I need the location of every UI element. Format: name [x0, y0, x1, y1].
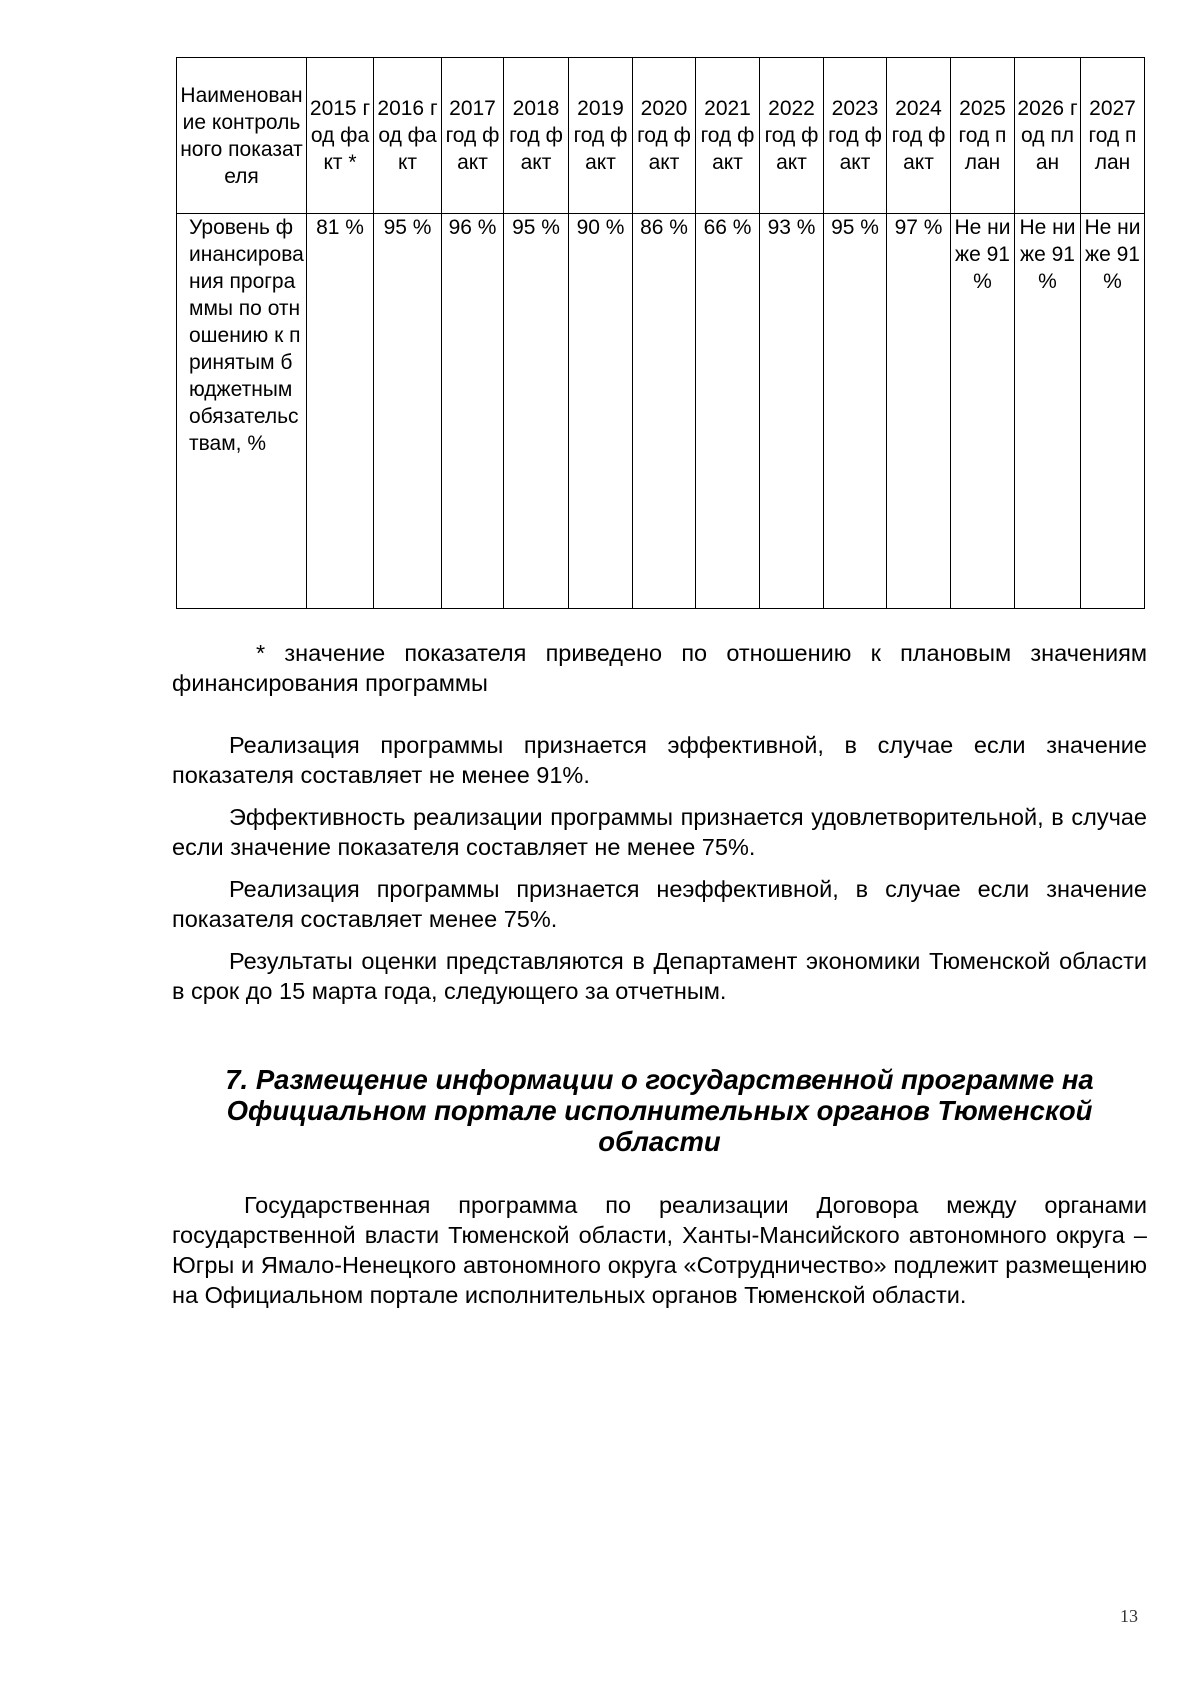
- table-header-cell: 2027 год план: [1081, 58, 1145, 214]
- table-header-cell: 2021 год факт: [696, 58, 760, 214]
- paragraph-text: Эффективность реализации программы признается удовлетворительной, в случае если значение показателя составляет не менее 75%.: [172, 804, 1147, 860]
- table-cell: 90 %: [569, 214, 633, 609]
- table-header-cell: 2025 год план: [951, 58, 1015, 214]
- table-header-cell: 2018 год факт: [504, 58, 569, 214]
- table-header-cell: 2017 год факт: [442, 58, 504, 214]
- section-paragraph: [172, 1190, 1147, 1310]
- table-header-cell: 2024 год факт: [887, 58, 951, 214]
- table-cell: Не ниже 91 %: [951, 214, 1015, 609]
- table-header-cell: 2026 год план: [1015, 58, 1081, 214]
- table-header-cell: 2016 год факт: [374, 58, 442, 214]
- table-cell: 96 %: [442, 214, 504, 609]
- table-cell: 97 %: [887, 214, 951, 609]
- table-footnote: [172, 638, 1147, 698]
- table-cell: 93 %: [760, 214, 824, 609]
- table-cell: 81 %: [307, 214, 374, 609]
- table-cell: Не ниже 91 %: [1015, 214, 1081, 609]
- table-header-cell: 2023 год факт: [824, 58, 887, 214]
- table-header-cell: 2019 год факт: [569, 58, 633, 214]
- paragraph-effective: [172, 730, 1147, 790]
- table-row: [177, 214, 1145, 609]
- paragraph-ineffective: [172, 874, 1147, 934]
- paragraph-text: Реализация программы признается эффективной, в случае если значение показателя составляет не менее 91%.: [172, 732, 1147, 788]
- table-cell: 66 %: [696, 214, 760, 609]
- table-cell: 86 %: [633, 214, 696, 609]
- table-cell: 95 %: [374, 214, 442, 609]
- table-header-cell: 2015 год факт *: [307, 58, 374, 214]
- table-header-cell: 2022 год факт: [760, 58, 824, 214]
- paragraph-satisfactory: [172, 802, 1147, 862]
- table-header-cell: 2020 год факт: [633, 58, 696, 214]
- table-cell: 95 %: [824, 214, 887, 609]
- table-cell: 95 %: [504, 214, 569, 609]
- page-number: 13: [1120, 1606, 1138, 1626]
- table-cell: Уровень финансирования программы по отношению к принятым бюджетным обязательствам, %: [177, 214, 307, 609]
- paragraph-text: Результаты оценки представляются в Департамент экономики Тюменской области в срок до 15 марта года, следующего за отчетным.: [172, 948, 1147, 1004]
- indicator-table: [176, 57, 1145, 609]
- paragraph-results: [172, 946, 1147, 1006]
- table-header-cell: Наименование контрольного показателя: [177, 58, 307, 214]
- table-header-row: [177, 58, 1145, 214]
- paragraph-text: Государственная программа по реализации Договора между органами государственной власти Тюменской области, Ханты-Мансийского автономного округа – Югры и Ямало-Ненецкого автономного округа «Сотрудничество» подлежит размещению на Официальном портале исполнительных органов Тюменской области.: [172, 1192, 1147, 1308]
- footnote-text: * значение показателя приведено по отношению к плановым значениям финансирования программы: [172, 640, 1147, 696]
- paragraph-text: Реализация программы признается неэффективной, в случае если значение показателя составляет менее 75%.: [172, 876, 1147, 932]
- table-cell: Не ниже 91 %: [1081, 214, 1145, 609]
- section-heading: 7. Размещение информации о государственной программе на Официальном портале исполнительных органов Тюменской области: [225, 1064, 1094, 1157]
